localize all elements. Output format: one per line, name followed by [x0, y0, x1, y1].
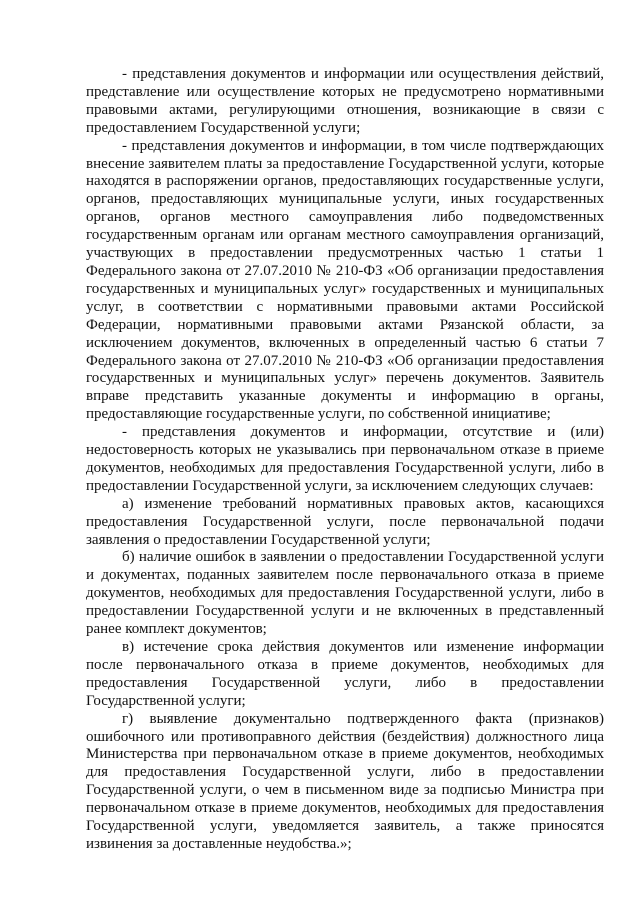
- paragraph-bullet-3: - представления документов и информации, отсутствие и (или) недостоверность которых не указывались при первоначальном отказе в приеме документов, необходимых для предоставления Государственной услуги, либо в предоставлении Государственной услуги, за исключением следующих случаев:: [86, 424, 604, 494]
- paragraph-bullet-2: - представления документов и информации, в том числе подтверждающих внесение заявителем платы за предоставление Государственной услуги, которые находятся в распоряжении органов, предоставляющих государственные услуги, органов, предоставляющих муниципальные услуги, иных государственных органов, органов местного самоуправления либо подведомственных государственным органам или органам местного самоуправления организаций, участвующих в предоставлении предусмотренных частью 1 статьи 1 Федерального закона от 27.07.2010 № 210-ФЗ «Об организации предоставления государственных и муниципальных услуг» государственных и муниципальных услуг, в соответствии с нормативными правовыми актами Российской Федерации, нормативными правовыми актами Рязанской области, за исключением документов, включенных в определенный частью 6 статьи 7 Федерального закона от 27.07.2010 № 210-ФЗ «Об организации предоставления государственных и муниципальных услуг» перечень документов. Заявитель вправе представить указанные документы и информацию в органы, предоставляющие государственные услуги, по собственной инициативе;: [86, 137, 604, 423]
- paragraph-bullet-1: - представления документов и информации или осуществления действий, представление или осуществление которых не предусмотрено нормативными правовыми актами, регулирующими отношения, возникающие в связи с предоставлением Государственной услуги;: [86, 66, 604, 136]
- paragraph-item-v: в) истечение срока действия документов или изменение информации после первоначального отказа в приеме документов, необходимых для предоставления Государственной услуги, либо в предоставлении Государственной услуги;: [86, 639, 604, 709]
- paragraph-item-b: б) наличие ошибок в заявлении о предоставлении Государственной услуги и документах, поданных заявителем после первоначального отказа в приеме документов, необходимых для предоставления Государственной услуги, либо в предоставлении Государственной услуги и не включенных в представленный ранее комплект документов;: [86, 549, 604, 638]
- paragraph-item-g: г) выявление документально подтвержденного факта (признаков) ошибочного или противоправного действия (бездействия) должностного лица Министерства при первоначальном отказе в приеме документов, необходимых для предоставления Государственной услуги, либо в предоставлении Государственной услуги, о чем в письменном виде за подписью Министра при первоначальном отказе в приеме документов, необходимых для предоставления Государственной услуги, уведомляется заявитель, а также приносятся извинения за доставленные неудобства.»;: [86, 710, 604, 852]
- document-page: [86, 66, 604, 854]
- paragraph-item-a: а) изменение требований нормативных правовых актов, касающихся предоставления Государственной услуги, после первоначальной подачи заявления о предоставлении Государственной услуги;: [86, 495, 604, 548]
